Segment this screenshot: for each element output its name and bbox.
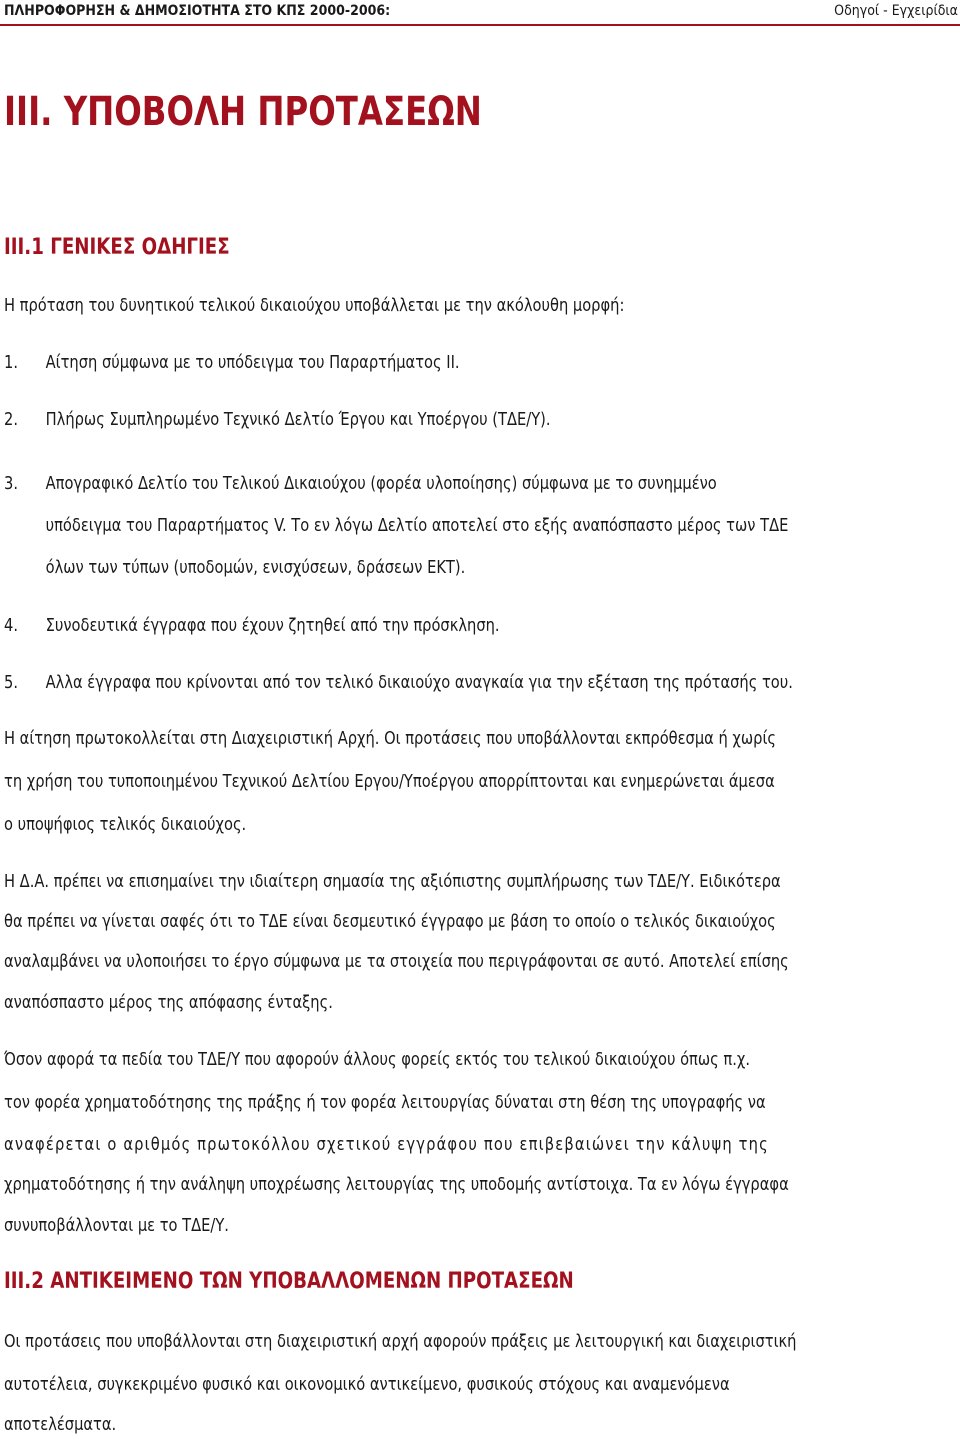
paragraph-line: Οι προτάσεις που υποβάλλονται στη διαχειριστική αρχή αφορούν πράξεις με λειτουργική και διαχειριστική [4,1331,797,1352]
paragraph-line: θα πρέπει να γίνεται σαφές ότι το ΤΔΕ είναι δεσμευτικό έγγραφο με βάση το οποίο ο τελικός δικαιούχος [4,911,776,932]
section-1-intro: Η πρόταση του δυνητικού τελικού δικαιούχου υποβάλλεται με την ακόλουθη μορφή: [4,295,625,316]
paragraph-line: αυτοτέλεια, συγκεκριμένο φυσικό και οικονομικό αντικείμενο, φυσικούς στόχους και αναμενόμενα [4,1374,730,1395]
paragraph-line: τη χρήση του τυποποιημένου Τεχνικού Δελτίου Εργου/Υποέργου απορρίπτονται και ενημερώνεται άμεσα [4,771,775,792]
list-item-text-continued: όλων των τύπων (υποδομών, ενισχύσεων, δράσεων ΕΚΤ). [45,557,466,578]
list-item-text: Αλλα έγγραφα που κρίνονται από τον τελικό δικαιούχο αναγκαία για την εξέταση της πρότασής του. [45,672,793,693]
list-item-text: Αίτηση σύμφωνα με το υπόδειγμα του Παραρτήματος ΙΙ. [45,352,460,373]
paragraph-line: Όσον αφορά τα πεδία του ΤΔΕ/Υ που αφορούν άλλους φορείς εκτός του τελικού δικαιούχου όπως π.χ. [4,1049,750,1070]
list-item-number: 4. [4,615,18,636]
list-item-number: 3. [4,473,18,494]
paragraph-line: αναλαμβάνει να υλοποιήσει το έργο σύμφωνα με τα στοιχεία που περιγράφονται σε αυτό. Αποτελεί επίσης [4,951,789,972]
paragraph-line: αναπόσπαστο μέρος της απόφασης ένταξης. [4,992,333,1013]
header-series-title: Οδηγοί - Εγχειρίδια [834,3,958,19]
list-item-text: Πλήρως Συμπληρωμένο Τεχνικό Δελτίο Έργου και Υποέργου (ΤΔΕ/Υ). [45,409,551,430]
paragraph-line: χρηματοδότησης ή την ανάληψη υποχρέωσης λειτουργίας της υποδομής αντίστοιχα. Τα εν λόγω έγγραφα [4,1174,789,1195]
paragraph-line: αποτελέσματα. [4,1414,117,1435]
list-item-text: Συνοδευτικά έγγραφα που έχουν ζητηθεί από την πρόσκληση. [45,615,500,636]
list-item [4,400,909,440]
list-item-text-continued: υπόδειγμα του Παραρτήματος V. Το εν λόγω Δελτίο αποτελεί στο εξής αναπόσπαστο μέρος των ΤΔΕ [45,515,789,536]
running-header [0,0,960,26]
list-item-number: 2. [4,409,18,430]
list-item [4,663,909,703]
list-item-text: Απογραφικό Δελτίο του Τελικού Δικαιούχου (φορέα υλοποίησης) σύμφωνα με το συνημμένο [45,473,717,494]
paragraph-line: συνυποβάλλονται με το ΤΔΕ/Υ. [4,1215,229,1236]
paragraph-line: ο υποψήφιος τελικός δικαιούχος. [4,814,247,835]
section-1-heading: III.1 ΓΕΝΙΚΕΣ ΟΔΗΓΙΕΣ [4,235,230,260]
list-item [4,343,909,383]
section-2-heading: III.2 ΑΝΤΙΚΕΙΜΕΝΟ ΤΩΝ ΥΠΟΒΑΛΛΟΜΕΝΩΝ ΠΡΟΤΑΣΕΩΝ [4,1269,574,1294]
list-item-number: 5. [4,672,18,693]
paragraph-line: αναφέρεται ο αριθμός πρωτοκόλλου σχετικού εγγράφου που επιβεβαιώνει την κάλυψη της [4,1134,769,1155]
paragraph-line: τον φορέα χρηματοδότησης της πράξης ή τον φορέα λειτουργίας δύναται στη θέση της υπογραφής να [4,1092,766,1113]
list-item-number: 1. [4,352,18,373]
paragraph-line: Η αίτηση πρωτοκολλείται στη Διαχειριστική Αρχή. Οι προτάσεις που υποβάλλονται εκπρόθεσμα ή χωρίς [4,728,777,749]
list-item [4,464,909,588]
chapter-title: III. ΥΠΟΒΟΛΗ ΠΡΟΤΑΣΕΩΝ [4,89,482,135]
paragraph-line: Η Δ.Α. πρέπει να επισημαίνει την ιδιαίτερη σημασία της αξιόπιστης συμπλήρωσης των ΤΔΕ/Υ. Ειδικότερα [4,871,781,892]
header-publication-title: ΠΛΗΡΟΦΟΡΗΣΗ & ΔΗΜΟΣΙΟΤΗΤΑ ΣΤΟ ΚΠΣ 2000-2006: [4,3,391,19]
list-item [4,606,909,646]
